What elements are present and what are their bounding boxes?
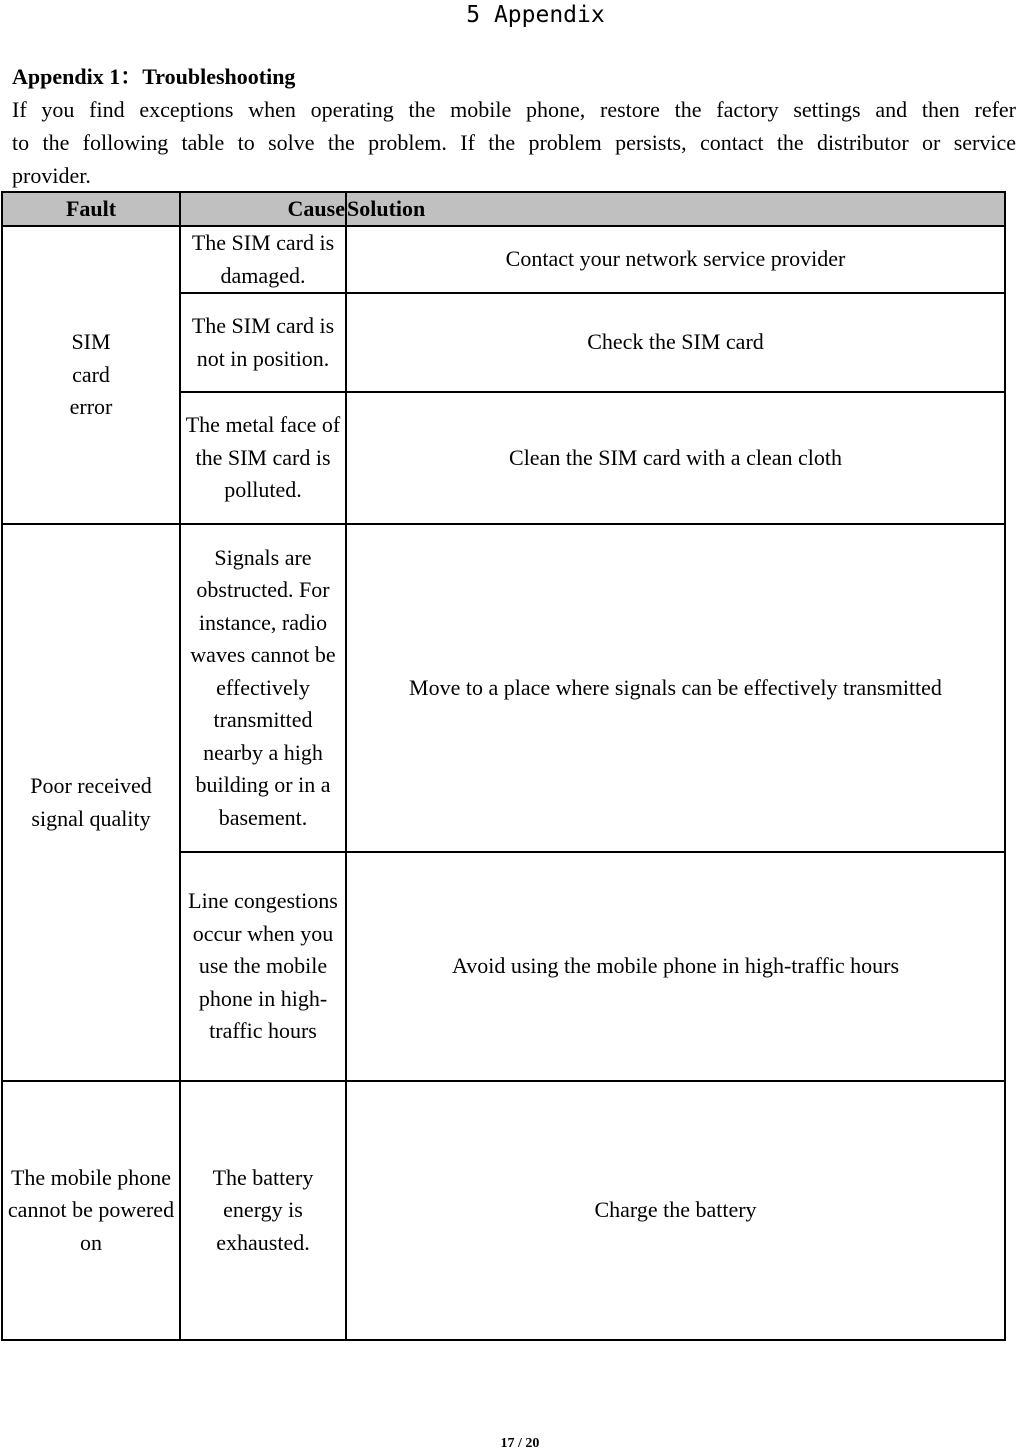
intro-line: provider.: [12, 163, 91, 188]
header-fault: Fault: [2, 192, 180, 226]
table-header-row: [2, 192, 1005, 226]
intro-paragraph: [12, 93, 1016, 192]
cause-cell: The SIM card is damaged.: [180, 226, 346, 293]
intro-line: If you find exceptions when operating the mobile phone, restore the factory settings and then refer: [12, 97, 1016, 122]
header-cause: Cause: [180, 192, 346, 226]
page-title: 5 Appendix: [466, 2, 605, 28]
page-number: 17 / 20: [500, 1436, 540, 1451]
cause-cell: The SIM card is not in position.: [180, 293, 346, 392]
appendix-heading: Appendix 1：Troubleshooting: [12, 64, 296, 89]
table-row: [2, 226, 1005, 293]
solution-cell: Move to a place where signals can be effectively transmitted: [346, 524, 1005, 852]
fault-label: SIM card error: [69, 329, 113, 420]
solution-cell: Contact your network service provider: [346, 226, 1005, 293]
cause-cell: Line congestions occur when you use the mobile phone in high-traffic hours: [180, 852, 346, 1081]
solution-cell: Charge the battery: [346, 1081, 1005, 1340]
solution-cell: Avoid using the mobile phone in high-traffic hours: [346, 852, 1005, 1081]
intro-line: to the following table to solve the problem. If the problem persists, contact the distributor or service: [12, 130, 1016, 155]
table-row: [2, 1081, 1005, 1340]
cause-cell: The metal face of the SIM card is polluted.: [180, 392, 346, 524]
fault-cell: The mobile phone cannot be powered on: [2, 1081, 180, 1340]
solution-cell: Check the SIM card: [346, 293, 1005, 392]
troubleshooting-table: [1, 191, 1006, 1341]
fault-cell: Poor received signal quality: [2, 524, 180, 1081]
fault-cell: [2, 226, 180, 524]
cause-cell: Signals are obstructed. For instance, radio waves cannot be effectively transmitted nearby a high building or in a basement.: [180, 524, 346, 852]
header-solution: Solution: [346, 192, 1005, 226]
solution-cell: Clean the SIM card with a clean cloth: [346, 392, 1005, 524]
table-row: [2, 524, 1005, 852]
cause-cell: The battery energy is exhausted.: [180, 1081, 346, 1340]
